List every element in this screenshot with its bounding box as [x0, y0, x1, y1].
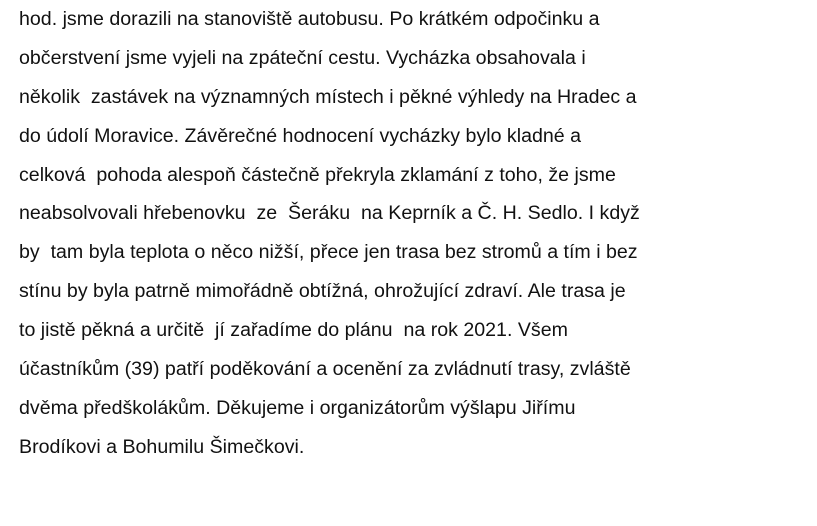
paragraph-line-10: účastníkům (39) patří poděkování a ocenění za zvládnutí trasy, zvláště	[19, 358, 631, 381]
paragraph-line-8: stínu by byla patrně mimořádně obtížná, ohrožující zdraví. Ale trasa je	[19, 280, 626, 303]
paragraph-line-4: do údolí Moravice. Závěrečné hodnocení vycházky bylo kladné a	[19, 124, 582, 147]
paragraph-line-6: neabsolvovali hřebenovku ze Šeráku na Keprník a Č. H. Sedlo. I když	[19, 202, 640, 225]
paragraph-line-12: Brodíkovi a Bohumilu Šimečkovi.	[19, 435, 305, 458]
paragraph-line-9: to jistě pěkná a určitě jí zařadíme do plánu na rok 2021. Všem	[19, 319, 568, 342]
paragraph-line-11: dvěma předškolákům. Děkujeme i organizátorům výšlapu Jiřímu	[19, 396, 576, 419]
paragraph-line-7: by tam byla teplota o něco nižší, přece jen trasa bez stromů a tím i bez	[19, 241, 638, 264]
paragraph-line-5: celková pohoda alespoň částečně překryla zklamání z toho, že jsme	[19, 163, 616, 186]
paragraph-line-2: občerstvení jsme vyjeli na zpáteční cestu. Vycházka obsahovala i	[19, 46, 586, 69]
body-paragraph	[19, 0, 814, 467]
paragraph-line-1: hod. jsme dorazili na stanoviště autobusu. Po krátkém odpočinku a	[19, 8, 600, 30]
paragraph-line-3: několik zastávek na významných místech i pěkné výhledy na Hradec a	[19, 85, 637, 108]
